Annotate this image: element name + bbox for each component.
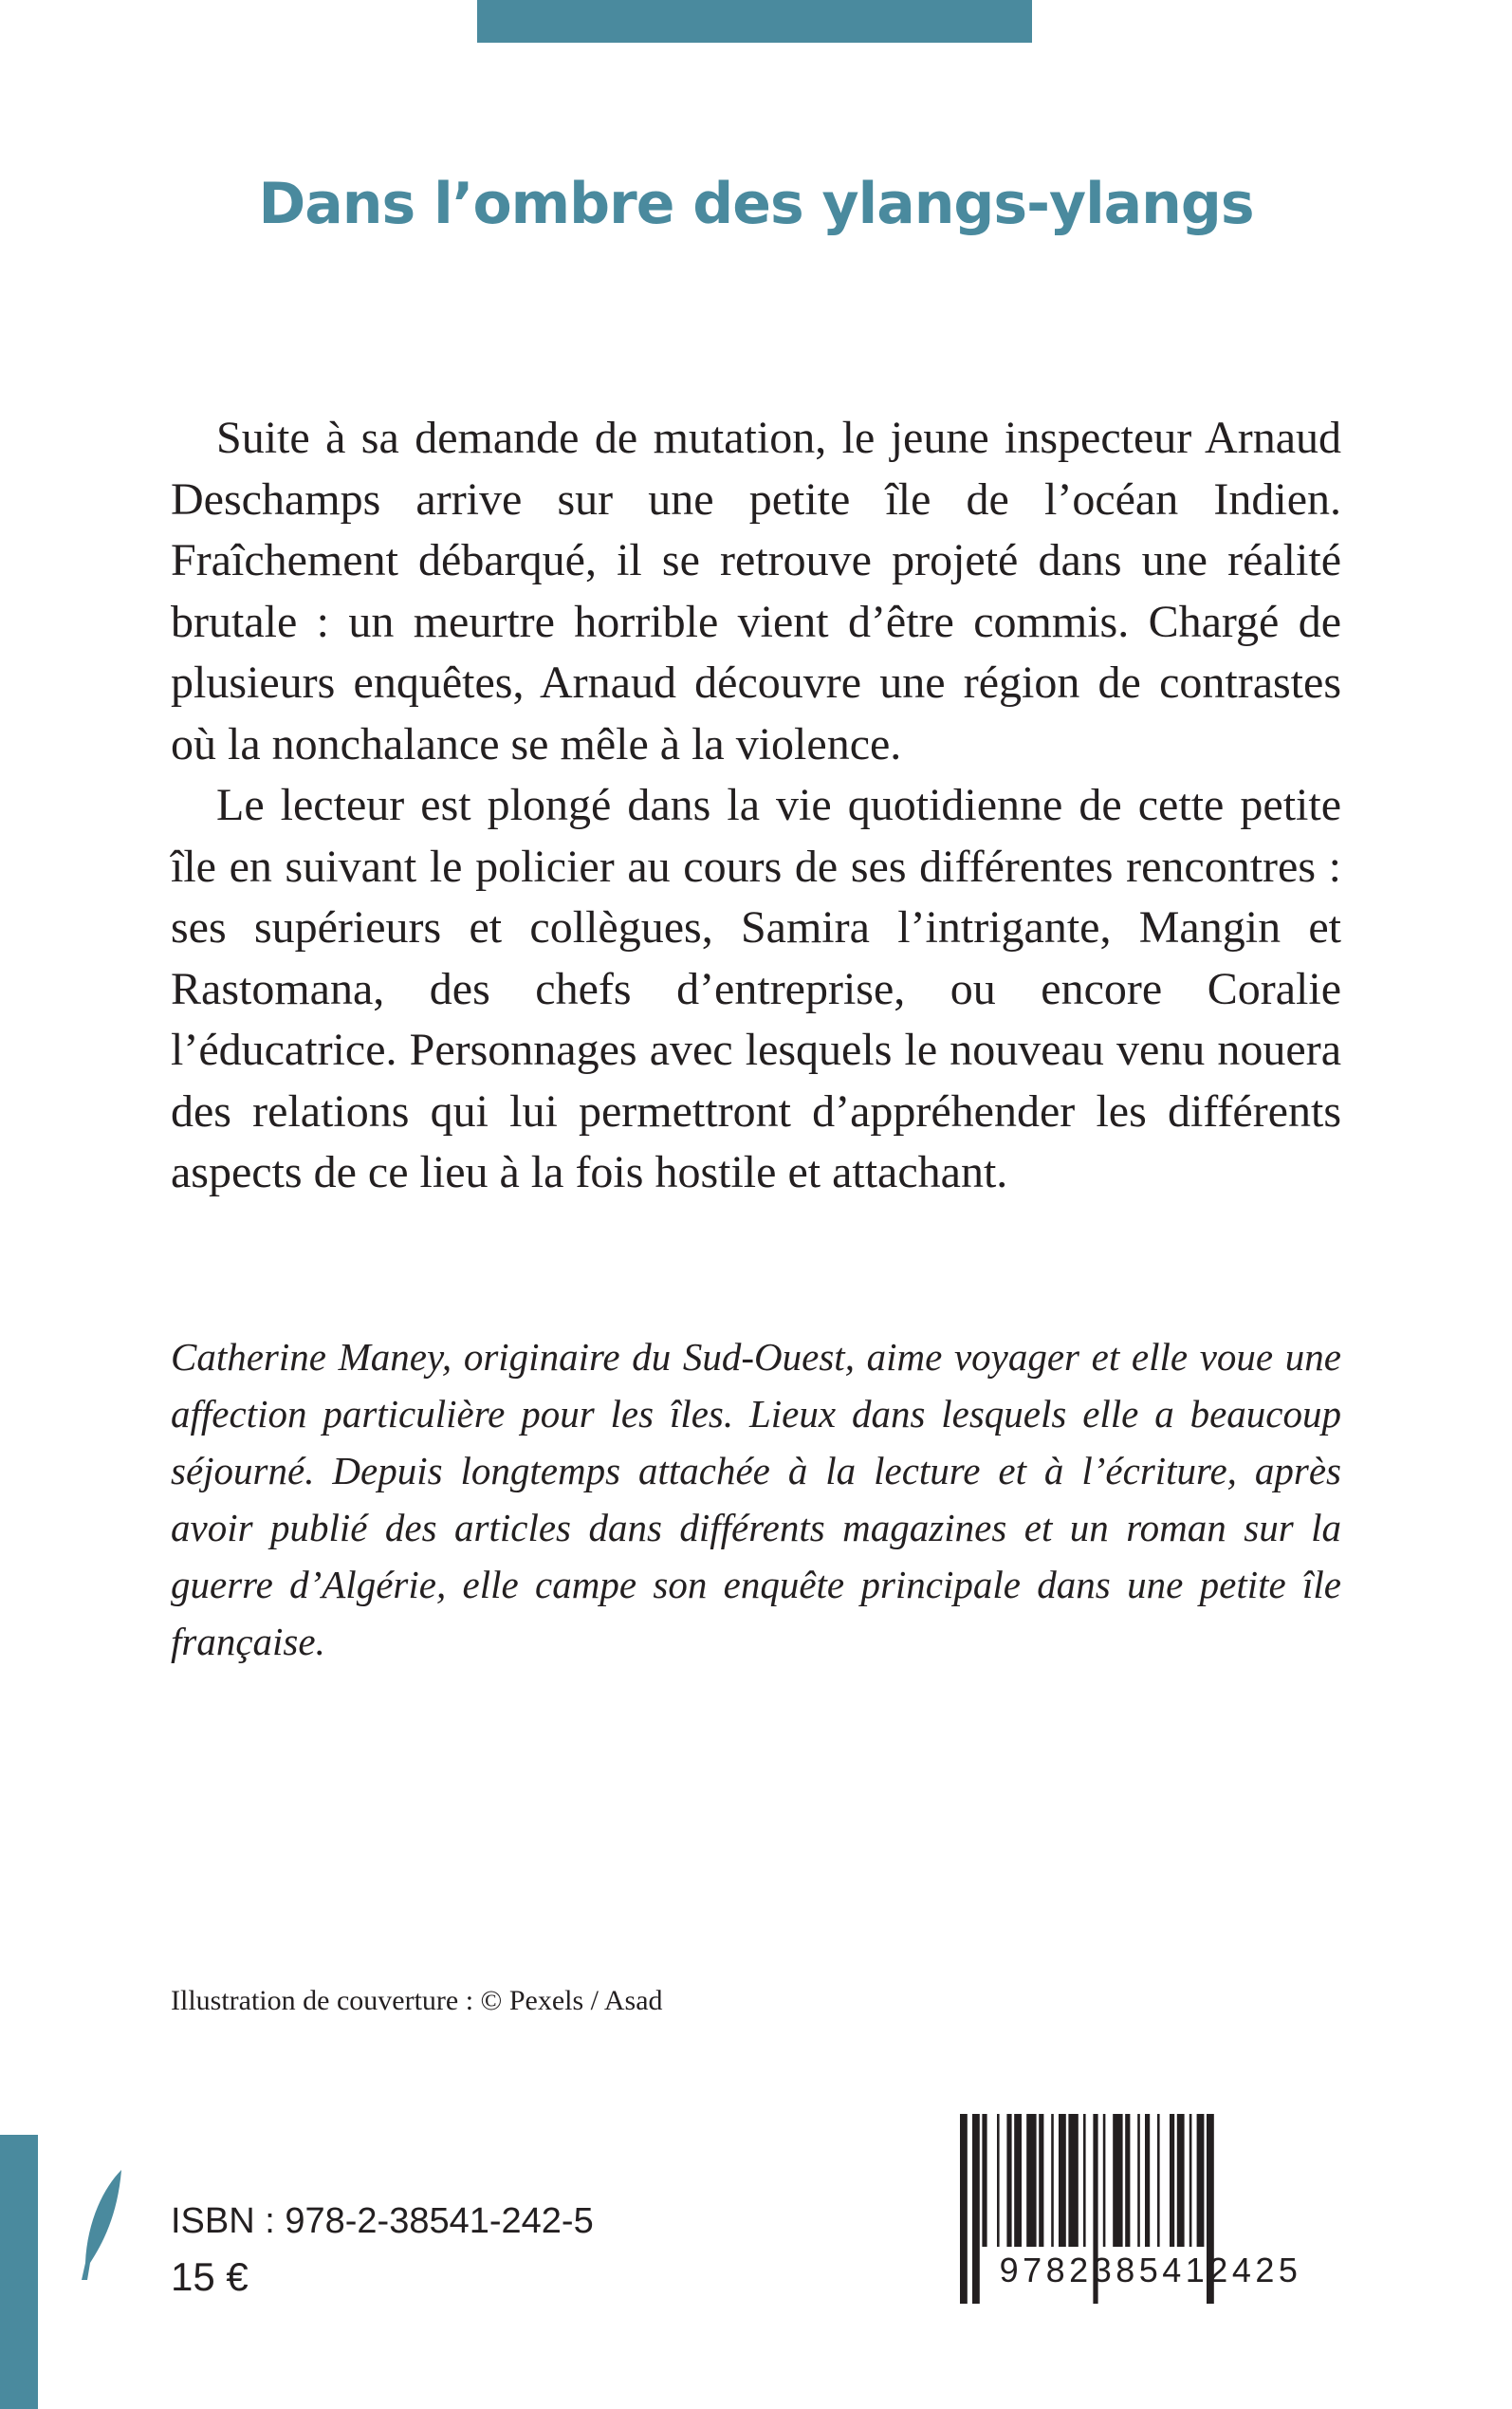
isbn: ISBN : 978-2-38541-242-5 (171, 2201, 594, 2241)
synopsis-paragraph-2: Le lecteur est plongé dans la vie quotidienne de cette petite île en suivant le policier au cours de ses différentes rencontres : ses supérieurs et collègues, Samira l’intrigante, Mangin et Rastomana, des chefs d’entreprise, ou encore Coralie l’éducatrice. Personnages avec lesquels le nouveau venu nouera des relations qui lui permettront d’appréhender les différents aspects de ce lieu à la fois hostile et attachant. (171, 780, 1341, 1197)
author-bio-text: Catherine Maney, originaire du Sud-Ouest, aime voyager et elle voue une affection particulière pour les îles. Lieux dans lesquels elle a beaucoup séjourné. Depuis longtemps attachée à la lecture et à l’écriture, après avoir publié des articles dans différents magazines et un roman sur la guerre d’Algérie, elle campe son enquête principale dans une petite île française. (171, 1335, 1341, 1663)
side-accent-bar (0, 2135, 38, 2409)
top-accent-bar (477, 0, 1032, 43)
synopsis (171, 408, 1341, 1204)
author-bio (171, 1328, 1341, 1670)
illustration-credit: Illustration de couverture : © Pexels / Asad (171, 1985, 663, 2016)
synopsis-paragraph-1: Suite à sa demande de mutation, le jeune inspecteur Arnaud Deschamps arrive sur une petite île de l’océan Indien. Fraîchement débarqué, il se retrouve projeté dans une réalité brutale : un meurtre horrible vient d’être commis. Chargé de plusieurs enquêtes, Arnaud découvre une région de contrastes où la nonchalance se mêle à la violence. (171, 413, 1341, 769)
feather-icon (76, 2168, 133, 2282)
price: 15 € (171, 2254, 249, 2299)
barcode-digits: 9782385412425 (999, 2251, 1302, 2289)
book-title: Dans l’ombre des ylangs-ylangs (258, 171, 1254, 237)
